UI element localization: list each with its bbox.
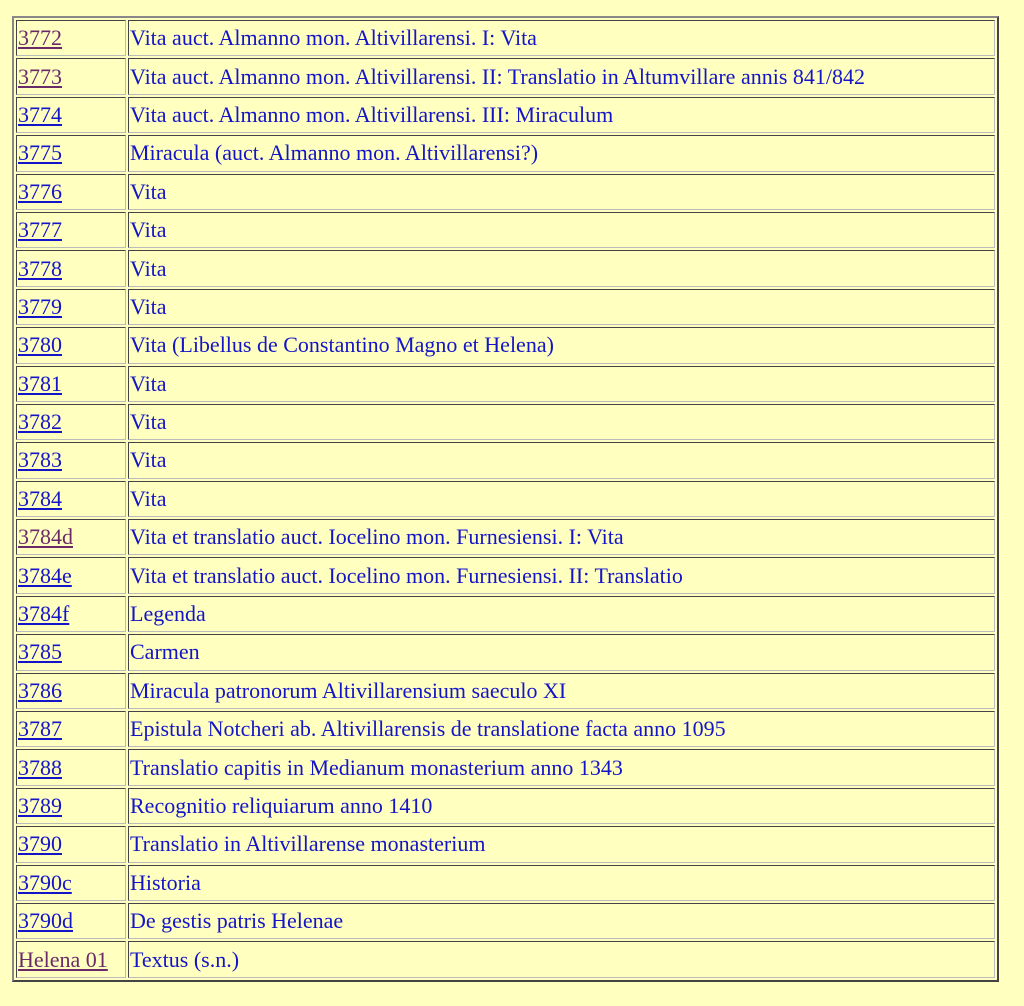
bhl-number-link[interactable]: 3778 [18, 255, 62, 281]
bhl-number-link[interactable]: 3777 [18, 217, 62, 243]
bhl-table-container [12, 16, 999, 982]
bhl-number-link[interactable]: 3786 [18, 677, 62, 703]
bhl-number-link[interactable]: 3790d [18, 908, 73, 934]
table-row [16, 404, 995, 440]
text-title-cell: Translatio in Altivillarense monasterium [128, 826, 995, 862]
bhl-number-link[interactable]: 3775 [18, 140, 62, 166]
table-row [16, 250, 995, 286]
bhl-number-link[interactable]: 3780 [18, 332, 62, 358]
table-row [16, 20, 995, 56]
text-title-cell: Vita [128, 212, 995, 248]
table-row [16, 366, 995, 402]
bhl-number-link[interactable]: 3784 [18, 485, 62, 511]
bhl-number-link[interactable]: 3788 [18, 754, 62, 780]
bhl-number-cell [16, 135, 126, 171]
text-title-cell: Vita [128, 289, 995, 325]
text-title-cell: De gestis patris Helenae [128, 903, 995, 939]
bhl-number-cell [16, 519, 126, 555]
text-title-cell: Vita et translatio auct. Iocelino mon. Furnesiensi. I: Vita [128, 519, 995, 555]
table-row [16, 903, 995, 939]
bhl-number-link[interactable]: 3773 [18, 63, 62, 89]
table-row [16, 97, 995, 133]
text-title-cell: Vita [128, 174, 995, 210]
bhl-number-link[interactable]: 3774 [18, 101, 62, 127]
text-title-cell: Epistula Notcheri ab. Altivillarensis de translatione facta anno 1095 [128, 711, 995, 747]
table-row [16, 174, 995, 210]
bhl-number-link[interactable]: 3784d [18, 524, 73, 550]
bhl-number-cell [16, 20, 126, 56]
text-title-cell: Vita [128, 404, 995, 440]
bhl-number-link[interactable]: 3772 [18, 25, 62, 51]
text-title-cell: Textus (s.n.) [128, 941, 995, 977]
bhl-number-cell [16, 673, 126, 709]
bhl-number-cell [16, 97, 126, 133]
table-row [16, 212, 995, 248]
text-title-cell: Vita [128, 250, 995, 286]
text-title-cell: Vita [128, 481, 995, 517]
bhl-number-cell [16, 212, 126, 248]
bhl-number-link[interactable]: 3784f [18, 601, 70, 627]
text-title-cell: Recognitio reliquiarum anno 1410 [128, 788, 995, 824]
table-row [16, 442, 995, 478]
table-row [16, 327, 995, 363]
bhl-number-cell [16, 289, 126, 325]
table-row [16, 289, 995, 325]
text-title-cell: Miracula patronorum Altivillarensium saeculo XI [128, 673, 995, 709]
bhl-number-cell [16, 941, 126, 977]
text-title-cell: Vita et translatio auct. Iocelino mon. Furnesiensi. II: Translatio [128, 557, 995, 593]
text-title-cell: Vita (Libellus de Constantino Magno et Helena) [128, 327, 995, 363]
text-title-cell: Vita auct. Almanno mon. Altivillarensi. I: Vita [128, 20, 995, 56]
table-row [16, 749, 995, 785]
bhl-number-link[interactable]: 3787 [18, 716, 62, 742]
bhl-number-link[interactable]: 3790 [18, 831, 62, 857]
bhl-number-cell [16, 903, 126, 939]
table-row [16, 826, 995, 862]
bhl-texts-table [12, 16, 999, 982]
bhl-number-link[interactable]: Helena 01 [18, 946, 108, 972]
text-title-cell: Legenda [128, 596, 995, 632]
bhl-number-cell [16, 174, 126, 210]
table-row [16, 711, 995, 747]
text-title-cell: Historia [128, 865, 995, 901]
bhl-number-link[interactable]: 3782 [18, 409, 62, 435]
table-row [16, 941, 995, 977]
table-row [16, 481, 995, 517]
table-row [16, 865, 995, 901]
table-row [16, 58, 995, 94]
bhl-number-link[interactable]: 3783 [18, 447, 62, 473]
table-row [16, 135, 995, 171]
text-title-cell: Vita [128, 366, 995, 402]
bhl-number-cell [16, 250, 126, 286]
bhl-number-cell [16, 481, 126, 517]
table-row [16, 596, 995, 632]
bhl-number-link[interactable]: 3776 [18, 178, 62, 204]
bhl-number-link[interactable]: 3779 [18, 293, 62, 319]
bhl-number-cell [16, 58, 126, 94]
bhl-number-cell [16, 442, 126, 478]
bhl-number-link[interactable]: 3785 [18, 639, 62, 665]
text-title-cell: Vita auct. Almanno mon. Altivillarensi. III: Miraculum [128, 97, 995, 133]
bhl-number-link[interactable]: 3781 [18, 370, 62, 396]
bhl-number-link[interactable]: 3790c [18, 869, 72, 895]
bhl-number-cell [16, 711, 126, 747]
text-title-cell: Carmen [128, 634, 995, 670]
table-row [16, 673, 995, 709]
table-body [16, 20, 995, 978]
bhl-number-cell [16, 596, 126, 632]
text-title-cell: Miracula (auct. Almanno mon. Altivillarensi?) [128, 135, 995, 171]
text-title-cell: Vita auct. Almanno mon. Altivillarensi. II: Translatio in Altumvillare annis 841/842 [128, 58, 995, 94]
text-title-cell: Translatio capitis in Medianum monasterium anno 1343 [128, 749, 995, 785]
table-row [16, 634, 995, 670]
bhl-number-cell [16, 404, 126, 440]
bhl-number-cell [16, 865, 126, 901]
bhl-number-cell [16, 327, 126, 363]
bhl-number-cell [16, 826, 126, 862]
bhl-number-link[interactable]: 3789 [18, 793, 62, 818]
table-row [16, 519, 995, 555]
text-title-cell: Vita [128, 442, 995, 478]
bhl-number-cell [16, 788, 126, 824]
bhl-number-cell [16, 749, 126, 785]
bhl-number-cell [16, 557, 126, 593]
table-row [16, 788, 995, 824]
bhl-number-cell [16, 366, 126, 402]
bhl-number-cell [16, 634, 126, 670]
bhl-number-link[interactable]: 3784e [18, 562, 72, 588]
table-row [16, 557, 995, 593]
